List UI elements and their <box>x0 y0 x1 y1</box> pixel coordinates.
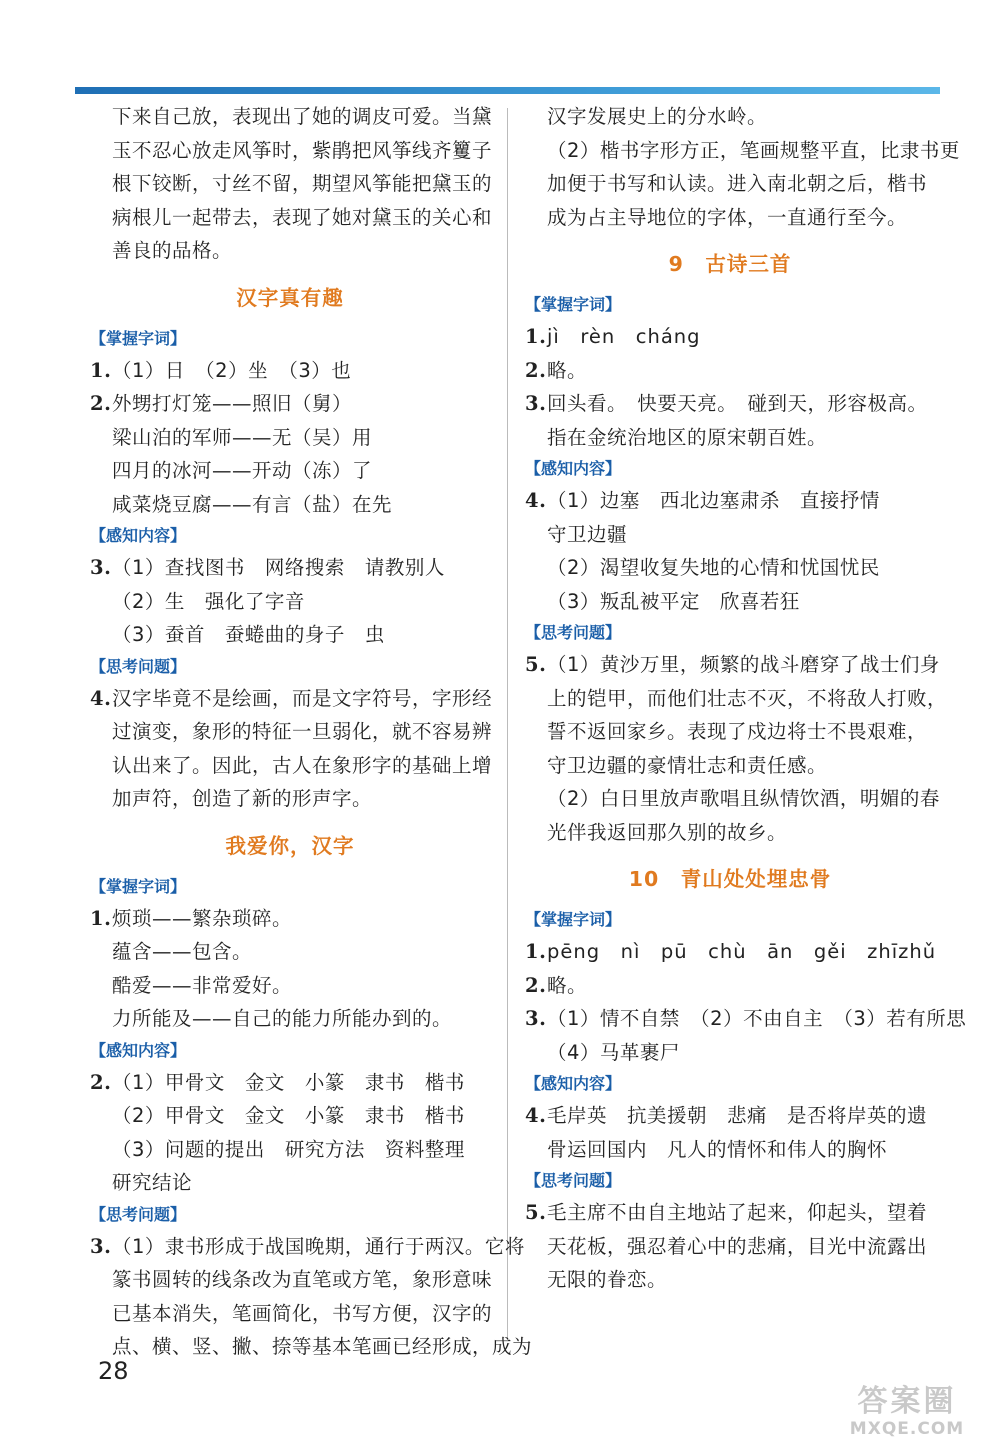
text-line: 天花板，强忍着心中的悲痛，目光中流露出 <box>547 1234 928 1258</box>
answer-number: 3. <box>525 392 547 415</box>
column-divider <box>507 108 508 1340</box>
text-line: 汉字发展史上的分水岭。 <box>547 105 768 128</box>
section-title: 9 古诗三首 <box>668 252 792 276</box>
answer-text: （1）边塞 西北边塞肃杀 直接抒情 <box>547 489 880 512</box>
text-line: （2）楷书字形方正，笔画规整平直，比隶书更 <box>547 138 960 162</box>
right-column <box>525 100 967 1297</box>
text-line: 已基本消失，笔画简化，书写方便，汉字的 <box>112 1301 493 1325</box>
watermark-logo-text: 答案圈 <box>857 1384 957 1419</box>
text-line: 誓不返回家乡。表现了戍边将士不畏艰难， <box>547 720 928 743</box>
answer-text: 毛岸英 抗美援朝 悲痛 是否将岸英的遗 <box>547 1104 928 1127</box>
text-line: 加声符，创造了新的形声字。 <box>112 787 373 810</box>
text-line: （2）渴望收复失地的心情和忧国忧民 <box>547 556 880 579</box>
answer-line <box>525 1099 935 1133</box>
page-number: 28 <box>98 1357 129 1385</box>
answer-text: jì rèn cháng <box>547 325 701 348</box>
section-title: 我爱你，汉字 <box>225 833 355 858</box>
answer-line <box>90 1230 525 1264</box>
answer-text: 外甥打灯笼——照旧（舅） <box>112 392 353 415</box>
text-line: （2）白日里放声歌唱且纵情饮酒，明媚的春 <box>547 787 940 810</box>
text-line: （4）马革裹尸 <box>547 1040 680 1064</box>
section-tag: 【思考问题】 <box>90 1204 187 1224</box>
text-line: 上的铠甲，而他们壮志不灭，不将敌人打败， <box>547 686 948 710</box>
answer-text: pēng nì pū chù ān gěi zhīzhǔ <box>547 940 937 963</box>
text-line: （2）甲骨文 金文 小篆 隶书 楷书 <box>112 1104 465 1127</box>
header-rule <box>75 87 940 94</box>
text-line: 研究结论 <box>112 1171 193 1194</box>
answer-number: 2. <box>90 1070 112 1094</box>
section-tag: 【思考问题】 <box>525 1171 622 1190</box>
answer-number: 2. <box>525 973 547 997</box>
answer-line <box>90 682 493 716</box>
answer-number: 3. <box>90 556 112 579</box>
watermark-url: MXQE.COM <box>849 1419 965 1439</box>
section-tag: 【思考问题】 <box>525 623 622 642</box>
text-line: 加便于书写和认读。进入南北朝之后，楷书 <box>547 172 928 195</box>
text-line: 下来自己放，表现出了她的调皮可爱。当黛 <box>112 105 493 128</box>
answer-number: 1. <box>525 325 547 348</box>
answer-number: 5. <box>525 653 547 676</box>
answer-number: 1. <box>90 358 112 382</box>
answer-line <box>90 551 490 585</box>
answer-number: 5. <box>525 1201 547 1224</box>
section-tag: 【感知内容】 <box>90 1040 187 1060</box>
answer-number: 3. <box>90 1234 112 1258</box>
section-tag: 【感知内容】 <box>525 459 622 478</box>
answer-text: 略。 <box>547 358 588 382</box>
section-tag: 【掌握字词】 <box>90 876 187 896</box>
section-tag: 【思考问题】 <box>90 656 187 676</box>
answer-text: （1）隶书形成于战国晚期，通行于两汉。它将 <box>112 1234 525 1258</box>
text-line: 善良的品格。 <box>112 239 233 262</box>
text-line: 玉不忍心放走风筝时，紫鹃把风筝线齐籰子 <box>112 138 493 162</box>
text-line: 根下铰断，寸丝不留，期望风筝能把黛玉的 <box>112 172 493 195</box>
answer-line <box>525 387 935 421</box>
text-line: 篆书圆转的线条改为直笔或方笔，象形意味 <box>112 1268 493 1291</box>
answer-text: （1）黄沙万里，频繁的战斗磨穿了战士们身 <box>547 653 940 676</box>
answer-line <box>90 1066 490 1100</box>
answer-line <box>90 354 490 388</box>
answer-number: 4. <box>90 686 112 710</box>
answer-line <box>90 387 490 421</box>
section-title: 10 青山处处埋忠骨 <box>628 867 832 891</box>
answer-number: 1. <box>90 906 112 930</box>
watermark <box>832 1385 982 1445</box>
answer-text: 毛主席不由自主地站了起来，仰起头，望着 <box>547 1201 928 1224</box>
section-tag: 【掌握字词】 <box>525 910 622 929</box>
answer-line <box>525 320 935 354</box>
answer-text: 略。 <box>547 973 588 997</box>
answer-number: 1. <box>525 940 547 963</box>
section-tag: 【感知内容】 <box>90 526 187 545</box>
section-tag: 【感知内容】 <box>525 1074 622 1093</box>
answer-line <box>525 1196 935 1230</box>
answer-line <box>90 902 490 936</box>
text-line: 点、横、竖、撇、捺等基本笔画已经形成，成为 <box>112 1335 533 1358</box>
text-line: （3）叛乱被平定 欣喜若狂 <box>547 589 800 613</box>
text-line: 梁山泊的军师——无（吴）用 <box>112 425 373 449</box>
answer-number: 2. <box>525 358 547 382</box>
text-line: 咸菜烧豆腐——有言（盐）在先 <box>112 492 393 516</box>
text-line: （3）蚕首 蚕蜷曲的身子 虫 <box>112 623 385 646</box>
answer-text: （1）情不自禁 （2）不由自主 （3）若有所思 <box>547 1007 967 1030</box>
answer-text: （1）查找图书 网络搜索 请教别人 <box>112 556 445 579</box>
text-line: 过演变，象形的特征一旦弱化，就不容易辨 <box>112 720 493 743</box>
answer-line <box>525 484 935 518</box>
answer-line <box>525 969 935 1003</box>
text-line: （3）问题的提出 研究方法 资料整理 <box>112 1137 465 1161</box>
answer-line <box>525 1002 967 1036</box>
section-tag: 【掌握字词】 <box>90 328 187 348</box>
text-line: 守卫边疆的豪情壮志和责任感。 <box>547 753 828 777</box>
answer-text: 汉字毕竟不是绘画，而是文字符号，字形经 <box>112 686 493 710</box>
text-line: 骨运回国内 凡人的情怀和伟人的胸怀 <box>547 1137 888 1161</box>
answer-number: 3. <box>525 1007 547 1030</box>
text-line: 病根儿一起带去，表现了她对黛玉的关心和 <box>112 205 493 229</box>
answer-text: （1）甲骨文 金文 小篆 隶书 楷书 <box>112 1070 465 1094</box>
left-column <box>90 100 533 1364</box>
answer-number: 4. <box>525 1104 547 1127</box>
answer-line <box>525 648 940 682</box>
answer-text: （1）日 （2）坐 （3）也 <box>112 358 352 382</box>
section-tag: 【掌握字词】 <box>525 295 622 314</box>
answer-text: 烦琐——繁杂琐碎。 <box>112 906 293 930</box>
text-line: 无限的眷恋。 <box>547 1268 668 1291</box>
text-line: 守卫边疆 <box>547 522 628 546</box>
answer-number: 4. <box>525 489 547 512</box>
text-line: 四月的冰河——开动（冻）了 <box>112 459 373 482</box>
text-line: 指在金统治地区的原宋朝百姓。 <box>547 425 828 449</box>
answer-line <box>525 935 935 969</box>
answer-number: 2. <box>90 392 112 415</box>
text-line: 光伴我返回那久别的故乡。 <box>547 820 788 844</box>
text-line: 成为占主导地位的字体，一直通行至今。 <box>547 205 908 229</box>
text-line: 酷爱——非常爱好。 <box>112 973 293 997</box>
answer-text: 回头看。 快要天亮。 碰到天，形容极高。 <box>547 392 928 415</box>
text-line: 力所能及——自己的能力所能办到的。 <box>112 1007 453 1030</box>
text-line: （2）生 强化了字音 <box>112 589 305 613</box>
section-title: 汉字真有趣 <box>236 285 344 310</box>
text-line: 蕴含——包含。 <box>112 940 253 963</box>
answer-line <box>525 354 935 388</box>
text-line: 认出来了。因此，古人在象形字的基础上增 <box>112 753 493 777</box>
